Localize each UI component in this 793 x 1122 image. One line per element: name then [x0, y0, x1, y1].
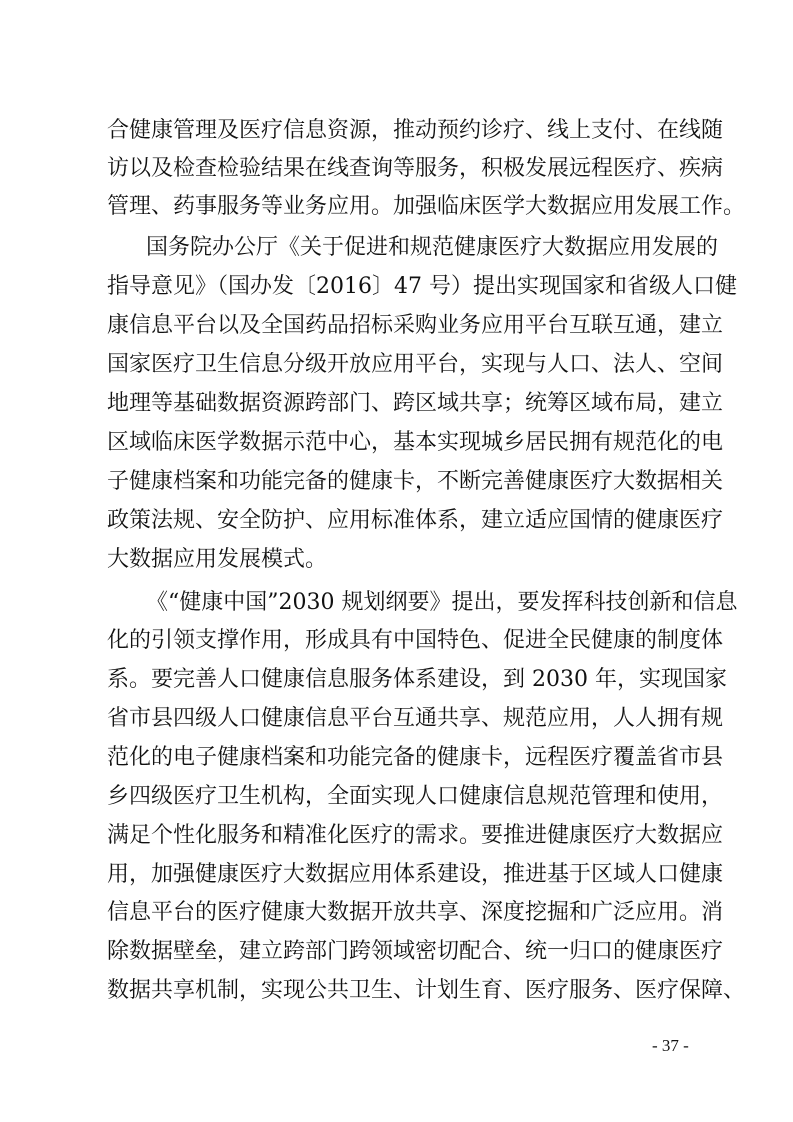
text-line: 满足个性化服务和精准化医疗的需求。要推进健康医疗大数据应: [107, 823, 724, 848]
text-line: 康信息平台以及全国药品招标采购业务应用平台互联互通，建立: [107, 313, 724, 338]
text-line: 《“健康中国”2030 规划纲要》提出，要发挥科技创新和信息: [146, 590, 738, 615]
text-line: 信息平台的医疗健康大数据开放共享、深度挖掘和广泛应用。消: [107, 900, 724, 925]
text-line: 访以及检查检验结果在线查询等服务，积极发展远程医疗、疾病: [107, 156, 724, 181]
text-line: 数据共享机制，实现公共卫生、计划生育、医疗服务、医疗保障、: [107, 978, 746, 1003]
text-line: 指导意见》（国办发〔2016〕47 号）提出实现国家和省级人口健: [107, 274, 737, 299]
text-line: 省市县四级人口健康信息平台互通共享、规范应用，人人拥有规: [107, 706, 724, 731]
text-line: 子健康档案和功能完备的健康卡，不断完善健康医疗大数据相关: [107, 469, 724, 494]
text-line: 国务院办公厅《关于促进和规范健康医疗大数据应用发展的: [146, 235, 719, 260]
text-line: 地理等基础数据资源跨部门、跨区域共享；统筹区域布局，建立: [107, 391, 724, 416]
text-line: 管理、药事服务等业务应用。加强临床医学大数据应用发展工作。: [107, 194, 746, 219]
text-line: 乡四级医疗卫生机构，全面实现人口健康信息规范管理和使用，: [107, 784, 724, 809]
page-number: - 37 -: [652, 1036, 689, 1055]
text-line: 除数据壁垒，建立跨部门跨领域密切配合、统一归口的健康医疗: [107, 939, 724, 964]
text-line: 范化的电子健康档案和功能完备的健康卡，远程医疗覆盖省市县: [107, 745, 724, 770]
text-line: 区域临床医学数据示范中心，基本实现城乡居民拥有规范化的电: [107, 430, 724, 455]
text-line: 系。要完善人口健康信息服务体系建设，到 2030 年，实现国家: [107, 667, 727, 692]
text-line: 国家医疗卫生信息分级开放应用平台，实现与人口、法人、空间: [107, 352, 724, 377]
text-line: 大数据应用发展模式。: [107, 547, 328, 572]
text-line: 用，加强健康医疗大数据应用体系建设，推进基于区域人口健康: [107, 862, 724, 887]
text-line: 政策法规、安全防护、应用标准体系，建立适应国情的健康医疗: [107, 508, 724, 533]
text-line: 化的引领支撑作用，形成具有中国特色、促进全民健康的制度体: [107, 628, 724, 653]
text-line: 合健康管理及医疗信息资源，推动预约诊疗、线上支付、在线随: [107, 118, 724, 143]
